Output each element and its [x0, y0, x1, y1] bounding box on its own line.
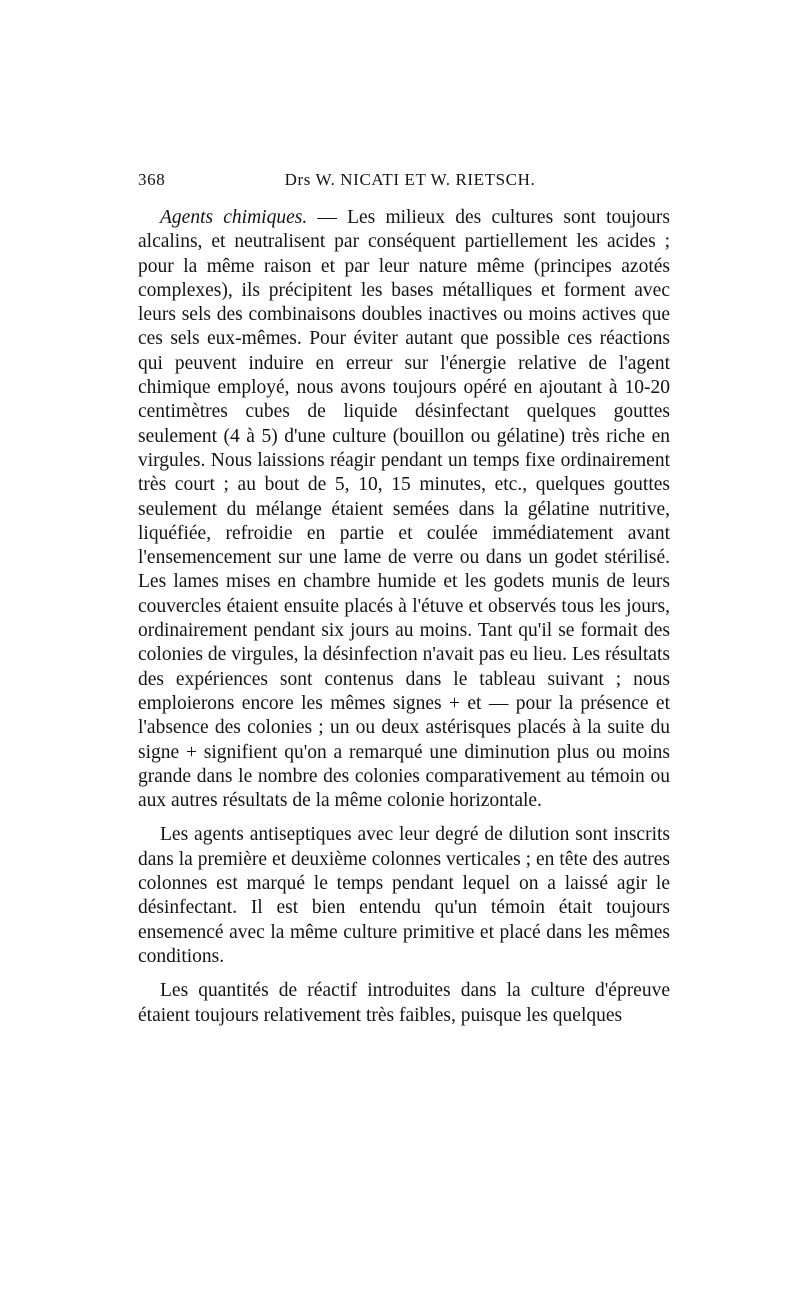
book-page [138, 168, 670, 1028]
paragraph-reactive-quantities: Les quantités de réactif introduites dans la culture d'épreuve étaient toujours relativement très faibles, puisque les quelques [138, 980, 670, 1026]
run-in-heading: Agents chimiques. [160, 207, 308, 228]
paragraph-antiseptic-agents: Les agents antiseptiques avec leur degré de dilution sont inscrits dans la première et deuxième colonnes verticales ; en tête des autres colonnes est marqué le temps pendant lequel on a laissé agir le désinfectant. Il est bien entendu qu'un témoin était toujours ensemencé avec la même culture primitive et placé dans les mêmes conditions. [138, 824, 670, 967]
paragraph-text: — Les milieux des cultures sont toujours alcalins, et neutralisent par conséquent partiellement les acides ; pour la même raison et par leur nature même (principes azotés complexes), ils précipitent les bases métalliques et forment avec leurs sels des combinaisons doubles inactives ou moins actives que ces sels eux-mêmes. Pour éviter autant que possible ces réactions qui peuvent induire en erreur sur l'énergie relative de l'agent chimique employé, nous avons toujours opéré en ajoutant à 10-20 centimètres cubes de liquide désinfectant quelques gouttes seulement (4 à 5) d'une culture (bouillon ou gélatine) très riche en virgules. Nous laissions réagir pendant un temps fixe ordinairement très court ; au bout de 5, 10, 15 minutes, etc., quelques gouttes seulement du mélange étaient semées dans la gélatine nutritive, liquéfiée, refroidie en partie et coulée immédiatement avant l'ensemencement sur une lame de verre ou dans un godet stérilisé. Les lames mises en chambre humide et les godets munis de leurs couvercles étaient ensuite placés à l'étuve et observés tous les jours, ordinairement pendant six jours au moins. Tant qu'il se formait des colonies de virgules, la désinfection n'avait pas eu lieu. Les résultats des expériences sont contenus dans le tableau suivant ; nous emploierons encore les mêmes signes + et — pour la présence et l'absence des colonies ; un ou deux astérisques placés à la suite du signe + signifient qu'on a remarqué une diminution plus ou moins grande dans le nombre des colonies comparativement au témoin ou aux autres résultats de la même colonie horizontale. [138, 207, 670, 812]
page-number: 368 [138, 170, 166, 189]
paragraph-agents-chimiques [138, 206, 670, 813]
running-head-title: Drs W. NICATI ET W. RIETSCH. [284, 170, 536, 189]
running-head [138, 168, 670, 192]
